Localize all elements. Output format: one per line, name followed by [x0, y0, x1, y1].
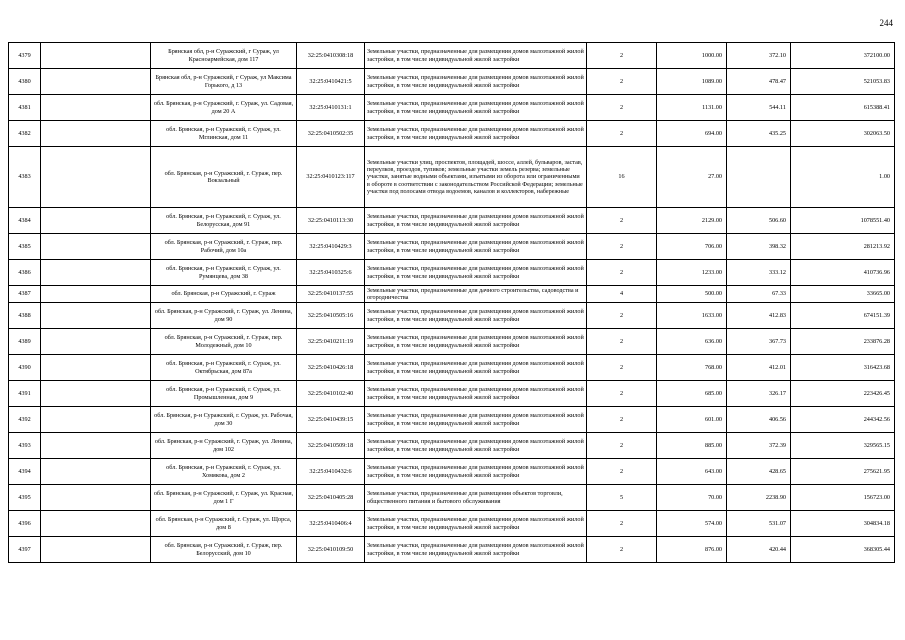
- table-row: [9, 303, 895, 329]
- row-number-cell: 4387: [9, 286, 41, 303]
- blank-cell: [41, 121, 151, 147]
- table-row: [9, 407, 895, 433]
- group-cell: 2: [587, 537, 657, 563]
- blank-cell: [41, 303, 151, 329]
- group-cell: 2: [587, 69, 657, 95]
- row-number-cell: 4394: [9, 459, 41, 485]
- cadastral-number-cell: 32:25:0410109:50: [297, 537, 365, 563]
- cadastral-value-cell: 302063.50: [791, 121, 895, 147]
- row-number-cell: 4390: [9, 355, 41, 381]
- address-cell: обл. Брянская, р-н Суражский, г. Сураж, ул. Румянцева, дом 38: [151, 260, 297, 286]
- cadastral-value-cell: 521053.83: [791, 69, 895, 95]
- land-use-cell: Земельные участки, предназначенные для размещения домов малоэтажной жилой застройки, в том числе индивидуальной жилой застройки: [365, 433, 587, 459]
- row-number-cell: 4382: [9, 121, 41, 147]
- cadastral-value-cell: 316423.68: [791, 355, 895, 381]
- address-cell: обл. Брянская, р-н Суражский, г. Сураж, ул. Мглинская, дом 11: [151, 121, 297, 147]
- address-cell: обл. Брянская, р-н Суражский, г. Сураж, пер. Рабочий, дом 10а: [151, 234, 297, 260]
- address-cell: обл. Брянская, р-н Суражский, г. Сураж, ул. Рабочая, дом 30: [151, 407, 297, 433]
- row-number-cell: 4389: [9, 329, 41, 355]
- area-cell: 2129.00: [657, 208, 727, 234]
- cadastral-value-cell: 372100.00: [791, 43, 895, 69]
- table-row: [9, 355, 895, 381]
- address-cell: обл. Брянская, р-н Суражский, г. Сураж, пер. Вокзальный: [151, 147, 297, 208]
- cadastral-value-cell: 304834.18: [791, 511, 895, 537]
- land-use-cell: Земельные участки, предназначенные для размещения домов малоэтажной жилой застройки, в том числе индивидуальной жилой застройки: [365, 355, 587, 381]
- address-cell: обл. Брянская, р-н Суражский, г. Сураж, ул. Промышленная, дом 9: [151, 381, 297, 407]
- group-cell: 2: [587, 433, 657, 459]
- table-row: [9, 485, 895, 511]
- cadastral-value-cell: 410736.96: [791, 260, 895, 286]
- group-cell: 2: [587, 208, 657, 234]
- area-cell: 694.00: [657, 121, 727, 147]
- cadastral-number-cell: 32:25:0410131:1: [297, 95, 365, 121]
- address-cell: обл. Брянская, р-н Суражский, г. Сураж, ул. Ленина, дом 90: [151, 303, 297, 329]
- row-number-cell: 4383: [9, 147, 41, 208]
- cadastral-number-cell: 32:25:0410325:6: [297, 260, 365, 286]
- group-cell: 2: [587, 95, 657, 121]
- area-cell: 70.00: [657, 485, 727, 511]
- blank-cell: [41, 433, 151, 459]
- rate-cell: 428.65: [727, 459, 791, 485]
- cadastral-number-cell: 32:25:0410426:18: [297, 355, 365, 381]
- table-body: [9, 43, 895, 563]
- cadastral-number-cell: 32:25:0410432:6: [297, 459, 365, 485]
- rate-cell: 372.39: [727, 433, 791, 459]
- cadastral-value-cell: 223426.45: [791, 381, 895, 407]
- group-cell: 2: [587, 459, 657, 485]
- cadastral-number-cell: 32:25:0410137:55: [297, 286, 365, 303]
- land-use-cell: Земельные участки, предназначенные для размещения домов малоэтажной жилой застройки, в том числе индивидуальной жилой застройки: [365, 69, 587, 95]
- blank-cell: [41, 208, 151, 234]
- area-cell: 885.00: [657, 433, 727, 459]
- address-cell: обл. Брянская, р-н Суражский, г. Сураж, ул. Красная, дом 1 Г: [151, 485, 297, 511]
- land-use-cell: Земельные участки, предназначенные для размещения домов малоэтажной жилой застройки, в том числе индивидуальной жилой застройки: [365, 208, 587, 234]
- area-cell: 636.00: [657, 329, 727, 355]
- table-row: [9, 234, 895, 260]
- blank-cell: [41, 260, 151, 286]
- table-row: [9, 208, 895, 234]
- cadastral-number-cell: 32:25:0410406:4: [297, 511, 365, 537]
- cadastral-number-cell: 32:25:0410429:3: [297, 234, 365, 260]
- row-number-cell: 4392: [9, 407, 41, 433]
- area-cell: 768.00: [657, 355, 727, 381]
- table-row: [9, 69, 895, 95]
- land-use-cell: Земельные участки, предназначенные для размещения домов малоэтажной жилой застройки, в том числе индивидуальной жилой застройки: [365, 537, 587, 563]
- rate-cell: 435.25: [727, 121, 791, 147]
- cadastral-value-cell: 275621.95: [791, 459, 895, 485]
- group-cell: 5: [587, 485, 657, 511]
- land-use-cell: Земельные участки, предназначенные для размещения домов малоэтажной жилой застройки, в том числе индивидуальной жилой застройки: [365, 381, 587, 407]
- rate-cell: 326.17: [727, 381, 791, 407]
- rate-cell: 333.12: [727, 260, 791, 286]
- cadastral-value-cell: 156723.00: [791, 485, 895, 511]
- area-cell: 1089.00: [657, 69, 727, 95]
- cadastral-number-cell: 32:25:0410113:30: [297, 208, 365, 234]
- blank-cell: [41, 407, 151, 433]
- area-cell: 1233.00: [657, 260, 727, 286]
- rate-cell: 506.60: [727, 208, 791, 234]
- cadastral-number-cell: 32:25:0410405:28: [297, 485, 365, 511]
- blank-cell: [41, 147, 151, 208]
- row-number-cell: 4379: [9, 43, 41, 69]
- area-cell: 876.00: [657, 537, 727, 563]
- table-row: [9, 511, 895, 537]
- area-cell: 685.00: [657, 381, 727, 407]
- area-cell: 27.00: [657, 147, 727, 208]
- address-cell: обл. Брянская, р-н Суражский, г. Сураж, ул. Садовая, дом 20 А: [151, 95, 297, 121]
- cadastral-number-cell: 32:25:0410211:19: [297, 329, 365, 355]
- group-cell: 4: [587, 286, 657, 303]
- cadastral-number-cell: 32:25:0410123:117: [297, 147, 365, 208]
- cadastral-number-cell: 32:25:0410502:35: [297, 121, 365, 147]
- blank-cell: [41, 69, 151, 95]
- cadastral-number-cell: 32:25:0410439:15: [297, 407, 365, 433]
- blank-cell: [41, 537, 151, 563]
- address-cell: обл. Брянская, р-н Суражский, г. Сураж, пер. Белорусский, дом 10: [151, 537, 297, 563]
- land-use-cell: Земельные участки, предназначенные для размещения домов малоэтажной жилой застройки, в том числе индивидуальной жилой застройки: [365, 43, 587, 69]
- row-number-cell: 4385: [9, 234, 41, 260]
- address-cell: обл. Брянская, р-н Суражский, г. Сураж: [151, 286, 297, 303]
- row-number-cell: 4386: [9, 260, 41, 286]
- page-number: 244: [879, 18, 893, 28]
- row-number-cell: 4381: [9, 95, 41, 121]
- table-row: [9, 537, 895, 563]
- table-row: [9, 459, 895, 485]
- blank-cell: [41, 43, 151, 69]
- land-use-cell: Земельные участки, предназначенные для размещения домов малоэтажной жилой застройки, в том числе индивидуальной жилой застройки: [365, 121, 587, 147]
- table-row: [9, 433, 895, 459]
- blank-cell: [41, 381, 151, 407]
- cadastral-value-cell: 329565.15: [791, 433, 895, 459]
- table-row: [9, 260, 895, 286]
- blank-cell: [41, 95, 151, 121]
- cadastral-number-cell: 32:25:0410505:16: [297, 303, 365, 329]
- address-cell: обл. Брянская, р-н Суражский, г. Сураж, ул. Белорусская, дом 91: [151, 208, 297, 234]
- blank-cell: [41, 329, 151, 355]
- table-row: [9, 121, 895, 147]
- rate-cell: 531.07: [727, 511, 791, 537]
- table-row: [9, 329, 895, 355]
- group-cell: 2: [587, 303, 657, 329]
- rate-cell: 478.47: [727, 69, 791, 95]
- blank-cell: [41, 485, 151, 511]
- land-use-cell: Земельные участки, предназначенные для размещения домов малоэтажной жилой застройки, в том числе индивидуальной жилой застройки: [365, 95, 587, 121]
- row-number-cell: 4388: [9, 303, 41, 329]
- blank-cell: [41, 459, 151, 485]
- cadastral-value-cell: 1.00: [791, 147, 895, 208]
- cadastral-value-cell: 233876.28: [791, 329, 895, 355]
- group-cell: 2: [587, 121, 657, 147]
- group-cell: 2: [587, 234, 657, 260]
- cadastral-value-cell: 33665.00: [791, 286, 895, 303]
- land-use-cell: Земельные участки, предназначенные для размещения домов малоэтажной жилой застройки, в том числе индивидуальной жилой застройки: [365, 511, 587, 537]
- group-cell: 2: [587, 511, 657, 537]
- rate-cell: 372.10: [727, 43, 791, 69]
- address-cell: Брянская обл, р-н Суражский, г Сураж, ул Максима Горького, д 13: [151, 69, 297, 95]
- row-number-cell: 4380: [9, 69, 41, 95]
- cadastral-value-cell: 674151.39: [791, 303, 895, 329]
- rate-cell: 412.83: [727, 303, 791, 329]
- cadastral-number-cell: 32:25:0410308:18: [297, 43, 365, 69]
- group-cell: 2: [587, 381, 657, 407]
- land-use-cell: Земельные участки, предназначенные для размещения домов малоэтажной жилой застройки, в том числе индивидуальной жилой застройки: [365, 234, 587, 260]
- group-cell: 2: [587, 329, 657, 355]
- table-row: [9, 286, 895, 303]
- address-cell: обл. Брянская, р-н Суражский, г. Сураж, ул. Ленина, дом 102: [151, 433, 297, 459]
- rate-cell: 67.33: [727, 286, 791, 303]
- area-cell: 500.00: [657, 286, 727, 303]
- rate-cell: 412.01: [727, 355, 791, 381]
- cadastral-number-cell: 32:25:0410102:40: [297, 381, 365, 407]
- area-cell: 706.00: [657, 234, 727, 260]
- rate-cell: 406.56: [727, 407, 791, 433]
- row-number-cell: 4395: [9, 485, 41, 511]
- row-number-cell: 4396: [9, 511, 41, 537]
- blank-cell: [41, 355, 151, 381]
- blank-cell: [41, 234, 151, 260]
- group-cell: 2: [587, 407, 657, 433]
- table-row: [9, 381, 895, 407]
- row-number-cell: 4393: [9, 433, 41, 459]
- cadastral-value-cell: 1078551.40: [791, 208, 895, 234]
- area-cell: 1131.00: [657, 95, 727, 121]
- area-cell: 601.00: [657, 407, 727, 433]
- cadastral-value-cell: 368305.44: [791, 537, 895, 563]
- table-row: [9, 43, 895, 69]
- blank-cell: [41, 511, 151, 537]
- row-number-cell: 4384: [9, 208, 41, 234]
- rate-cell: 420.44: [727, 537, 791, 563]
- rate-cell: 544.11: [727, 95, 791, 121]
- land-use-cell: Земельные участки, предназначенные для размещения домов малоэтажной жилой застройки, в том числе индивидуальной жилой застройки: [365, 407, 587, 433]
- address-cell: обл. Брянская, р-н Суражский, г. Сураж, ул. Хомякова, дом 2: [151, 459, 297, 485]
- land-registry-table: [8, 42, 895, 563]
- group-cell: 2: [587, 260, 657, 286]
- address-cell: обл. Брянская, р-н Суражский, г. Сураж, ул. Щорса, дом 8: [151, 511, 297, 537]
- area-cell: 1633.00: [657, 303, 727, 329]
- area-cell: 1000.00: [657, 43, 727, 69]
- cadastral-number-cell: 32:25:0410509:18: [297, 433, 365, 459]
- rate-cell: 398.32: [727, 234, 791, 260]
- group-cell: 16: [587, 147, 657, 208]
- land-use-cell: Земельные участки, предназначенные для размещения объектов торговли, общественного питания и бытового обслуживания: [365, 485, 587, 511]
- blank-cell: [41, 286, 151, 303]
- table-row: [9, 95, 895, 121]
- address-cell: Брянская обл, р-н Суражский, г Сураж, ул Красноармейская, дом 117: [151, 43, 297, 69]
- row-number-cell: 4391: [9, 381, 41, 407]
- land-use-cell: Земельные участки, предназначенные для размещения домов малоэтажной жилой застройки, в том числе индивидуальной жилой застройки: [365, 329, 587, 355]
- cadastral-value-cell: 244342.56: [791, 407, 895, 433]
- area-cell: 574.00: [657, 511, 727, 537]
- row-number-cell: 4397: [9, 537, 41, 563]
- land-use-cell: Земельные участки, предназначенные для размещения домов малоэтажной жилой застройки, в том числе индивидуальной жилой застройки: [365, 303, 587, 329]
- area-cell: 643.00: [657, 459, 727, 485]
- rate-cell: [727, 147, 791, 208]
- group-cell: 2: [587, 43, 657, 69]
- table-row: [9, 147, 895, 208]
- land-use-cell: Земельные участки, предназначенные для дачного строительства, садоводства и огородничества: [365, 286, 587, 303]
- rate-cell: 2238.90: [727, 485, 791, 511]
- land-use-cell: Земельные участки улиц, проспектов, площадей, шоссе, аллей, бульваров, застав, переулков, проездов, тупиков; земельные участки земель резерва; земельные участки, занятые водными объектами, изъятыми из оборота или ограниченными в обороте в соответствии с законодательством Российской Федерации; земельные участки под полосами отвода водоемов, каналов и коллекторов, набережные: [365, 147, 587, 208]
- group-cell: 2: [587, 355, 657, 381]
- address-cell: обл. Брянская, р-н Суражский, г. Сураж, ул. Октябрьская, дом 87а: [151, 355, 297, 381]
- cadastral-value-cell: 281213.92: [791, 234, 895, 260]
- land-use-cell: Земельные участки, предназначенные для размещения домов малоэтажной жилой застройки, в том числе индивидуальной жилой застройки: [365, 260, 587, 286]
- land-use-cell: Земельные участки, предназначенные для размещения домов малоэтажной жилой застройки, в том числе индивидуальной жилой застройки: [365, 459, 587, 485]
- rate-cell: 367.73: [727, 329, 791, 355]
- cadastral-value-cell: 615388.41: [791, 95, 895, 121]
- cadastral-number-cell: 32:25:0410421:5: [297, 69, 365, 95]
- address-cell: обл. Брянская, р-н Суражский, г. Сураж, пер. Молодежный, дом 10: [151, 329, 297, 355]
